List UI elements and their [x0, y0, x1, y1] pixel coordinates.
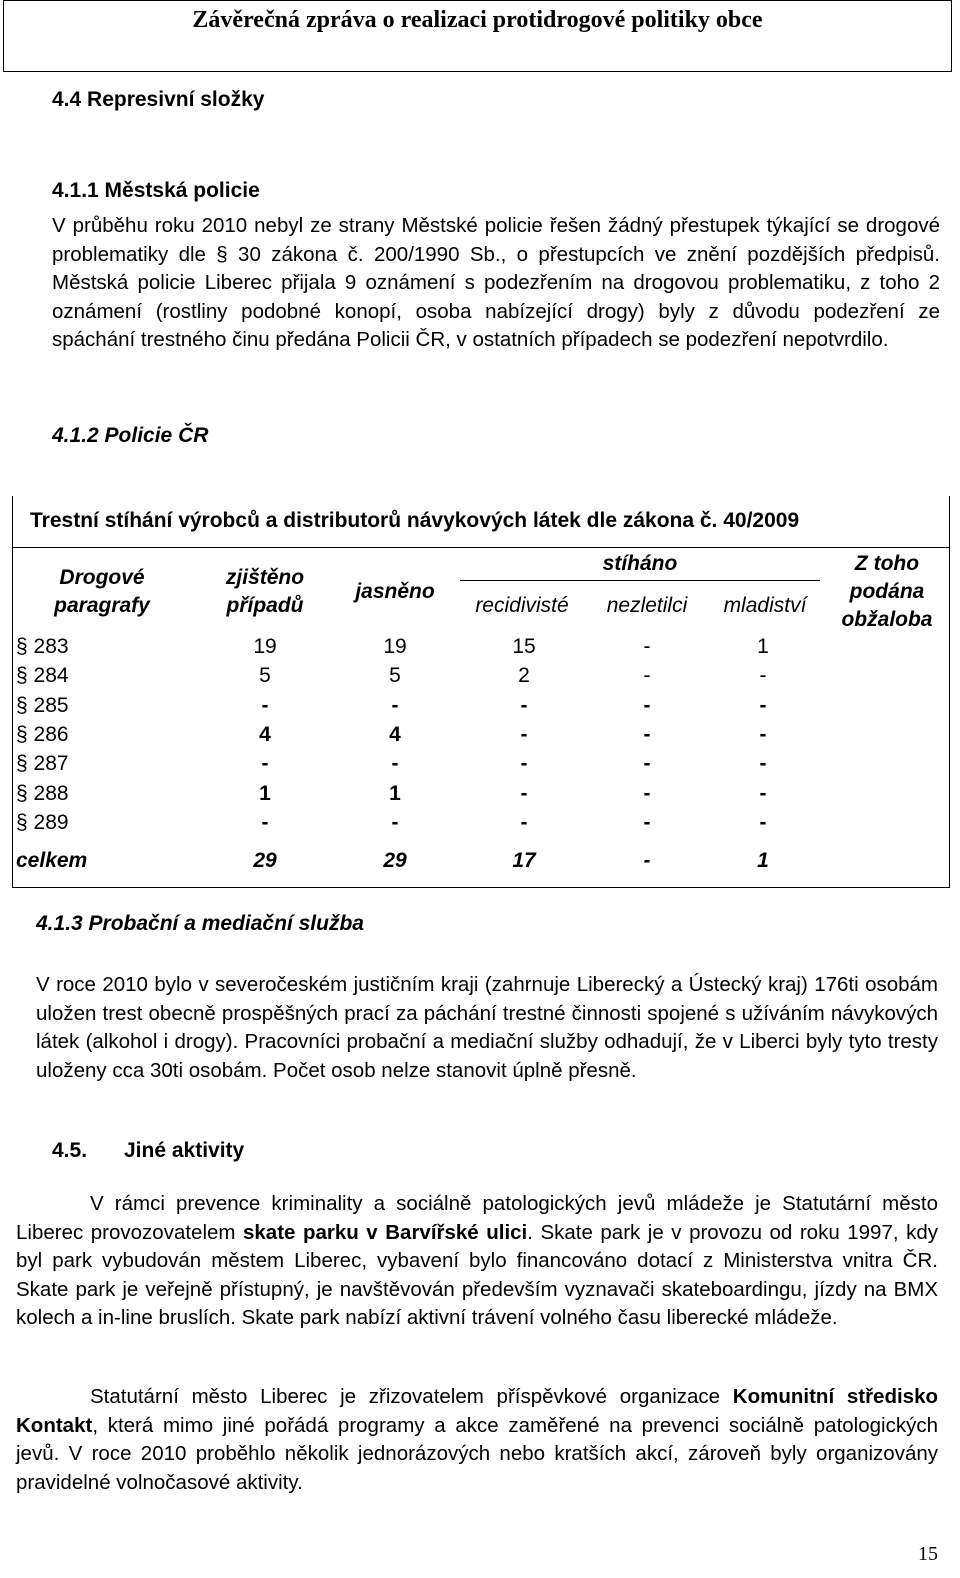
- text-span: Statutární město Liberec je zřizovatelem příspěvkové organizace: [90, 1385, 733, 1408]
- cell-cleared: 19: [383, 635, 407, 658]
- section-4-1-1-paragraph: [52, 212, 940, 355]
- kontakt-name: Komunitní středisko Kontakt: [16, 1385, 938, 1437]
- page-header: [3, 0, 952, 72]
- table-row: [0, 723, 960, 752]
- header-juveniles: nezletilci: [606, 594, 688, 617]
- page-number: 15: [918, 1543, 938, 1565]
- cell-recid: 2: [518, 664, 530, 688]
- total-cleared: 29: [383, 849, 407, 872]
- cell-recid: -: [520, 781, 528, 805]
- section-4-1-2-title: 4.1.2 Policie ČR: [52, 424, 209, 447]
- paragraph-text: V průběhu roku 2010 nebyl ze strany Městské policie řešen žádný přestupek týkající se drogové problematiky dle § 30 zákona č. 200/1990 Sb., o přestupcích ve znění pozdějších předpisů. Městská policie Liberec přijala 9 oznámení s podezřením na drogovou problematiku, z toho 2 oznámení (rostliny podobné konopí, osoba nabízející drogy) byly z důvodu podezření ze spáchání trestného činu předána Policii ČR, v ostatních případech se podezření nepotvrdilo.: [52, 214, 940, 351]
- header-prosecuted: stíháno: [602, 552, 678, 575]
- section-4-5-number: 4.5.: [52, 1139, 88, 1162]
- cell-recid: -: [520, 722, 528, 746]
- table-row: [0, 664, 960, 693]
- cell-juv: -: [643, 722, 651, 746]
- cell-recid: -: [520, 693, 528, 717]
- cell-youth: -: [759, 781, 767, 805]
- cell-youth: -: [759, 752, 767, 776]
- header-youth: mladiství: [723, 594, 807, 617]
- section-4-1-3-paragraph: [36, 971, 938, 1085]
- cell-recid: -: [520, 810, 528, 834]
- text-span: , která mimo jiné pořádá programy a akce zaměřené na prevenci sociálně patologických jevů. V roce 2010 proběhlo několik jednorázových nebo kratších akcí, zároveň byly organizovány pravidelné volnočasové aktivity.: [16, 1413, 938, 1494]
- table-divider: [12, 547, 950, 548]
- cell-found: 1: [259, 781, 271, 805]
- total-juveniles: -: [643, 849, 651, 872]
- skate-park-name: skate parku v Barvířské ulici: [243, 1220, 528, 1244]
- cell-recid: 15: [512, 635, 536, 658]
- paragraph-number: § 285: [16, 693, 69, 717]
- paragraph-number: § 284: [16, 664, 69, 688]
- cell-cleared: 4: [389, 722, 401, 746]
- table-row: [0, 694, 960, 723]
- cell-cleared: 5: [389, 664, 401, 688]
- table-row: [0, 752, 960, 781]
- section-4-1-3-title: 4.1.3 Probační a mediační služba: [36, 912, 364, 935]
- cell-juv: -: [643, 781, 651, 805]
- table-row: [0, 811, 960, 840]
- total-youth: 1: [757, 849, 769, 872]
- paragraph-text: V roce 2010 bylo v severočeském justičním kraji (zahrnuje Liberecký a Ústecký kraj) 176ti osobám uložen trest obecně prospěšných prací za páchání trestné činnosti spojené s užíváním návykových látek (alkohol i drogy). Pracovníci probační a mediační služby odhadují, že v Liberci byly tyto tresty uloženy cca 30ti osobám. Počet osob nelze stanovit úplně přesně.: [36, 973, 938, 1082]
- text-span: V rámci prevence kriminality a sociálně patologických jevů mládeže je Statutární město Liberec provozovatelem: [16, 1192, 938, 1244]
- cell-juv: -: [643, 664, 651, 688]
- prosecuted-underline: [460, 580, 820, 581]
- cell-found: 4: [259, 722, 271, 746]
- text-span: . Skate park je v provozu od roku 1997, kdy byl park vybudován městem Liberec, vybavení bylo financováno dotací z Ministerstva vnitra ČR. Skate park je veřejně přístupný, je navštěvován především vyznavači skateboardingu, jízdy na BMX kolech a in-line bruslích. Skate park nabízí aktivní trávení volného času liberecké mládeže.: [16, 1220, 938, 1329]
- header-recidivists: recidivisté: [475, 594, 569, 617]
- table-total-row: [0, 849, 960, 878]
- cell-youth: -: [759, 664, 767, 688]
- cell-found: 19: [253, 635, 277, 658]
- cell-youth: 1: [757, 635, 769, 658]
- header-indicted: Z toho podána obžaloba: [841, 552, 933, 631]
- total-label: celkem: [16, 849, 88, 872]
- table-title: Trestní stíhání výrobců a distributorů návykových látek dle zákona č. 40/2009: [30, 509, 800, 532]
- cell-cleared: 1: [389, 781, 401, 805]
- section-4-4-title: 4.4 Represivní složky: [52, 88, 265, 111]
- cell-found: -: [261, 810, 269, 834]
- paragraph-number: § 288: [16, 781, 69, 805]
- header-drug-paragraphs: Drogové paragrafy: [54, 566, 150, 617]
- cell-juv: -: [643, 693, 651, 717]
- section-4-5-title: Jiné aktivity: [124, 1139, 245, 1162]
- total-recidivists: 17: [512, 849, 536, 872]
- cell-juv: -: [643, 752, 651, 776]
- cell-cleared: -: [391, 810, 399, 834]
- kontakt-paragraph: [16, 1383, 938, 1497]
- total-found: 29: [253, 849, 277, 872]
- table-row: [0, 635, 960, 664]
- header-found-cases: zjištěno případů: [225, 566, 305, 617]
- cell-cleared: -: [391, 752, 399, 776]
- skate-park-paragraph: [16, 1190, 938, 1333]
- paragraph-number: § 283: [16, 635, 69, 658]
- cell-found: 5: [259, 664, 271, 688]
- cell-cleared: -: [391, 693, 399, 717]
- cell-found: -: [261, 693, 269, 717]
- cell-youth: -: [759, 722, 767, 746]
- section-4-1-1-title: 4.1.1 Městská policie: [52, 179, 260, 202]
- cell-recid: -: [520, 752, 528, 776]
- cell-youth: -: [759, 693, 767, 717]
- cell-found: -: [261, 752, 269, 776]
- cell-juv: -: [643, 635, 651, 658]
- paragraph-number: § 286: [16, 722, 69, 746]
- paragraph-number: § 287: [16, 752, 69, 776]
- table-row: [0, 782, 960, 811]
- cell-juv: -: [643, 810, 651, 834]
- cell-youth: -: [759, 810, 767, 834]
- paragraph-number: § 289: [16, 810, 69, 834]
- header-cleared: jasněno: [355, 580, 435, 603]
- header-title: Závěrečná zpráva o realizaci protidrogové politiky obce: [192, 7, 763, 33]
